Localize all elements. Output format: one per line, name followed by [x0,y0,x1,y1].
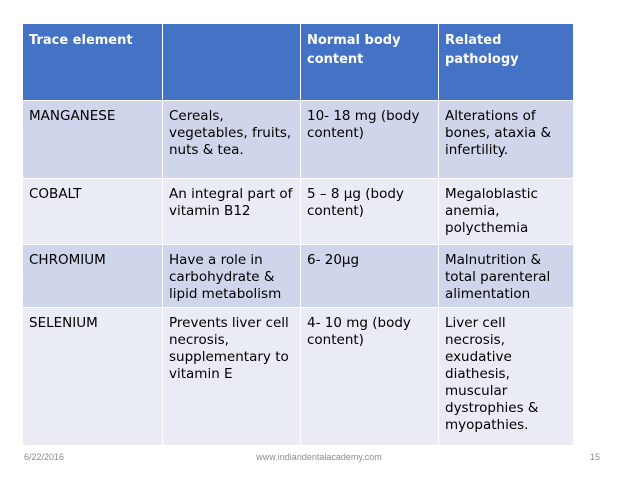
table-header-row [23,24,574,101]
cell-pathology: Liver cell necrosis, exudative diathesis, muscular dystrophies & myopathies. [439,308,574,446]
cell-element: SELENIUM [23,308,163,446]
cell-source: Cereals, vegetables, fruits, nuts & tea. [163,101,301,179]
cell-normal-content: 5 – 8 μg (body content) [301,179,439,245]
table-row [23,101,574,179]
table-row [23,308,574,446]
header-source [163,24,301,101]
cell-normal-content: 6- 20μg [301,245,439,308]
cell-element: MANGANESE [23,101,163,179]
cell-source: An integral part of vitamin B12 [163,179,301,245]
cell-normal-content: 4- 10 mg (body content) [301,308,439,446]
cell-element: COBALT [23,179,163,245]
header-normal-body-content: Normal body content [301,24,439,101]
cell-element: CHROMIUM [23,245,163,308]
cell-pathology: Alterations of bones, ataxia & infertility. [439,101,574,179]
footer-website: www.indiandentalacademy.com [256,452,382,462]
cell-source: Prevents liver cell necrosis, supplementary to vitamin E [163,308,301,446]
header-related-pathology: Related pathology [439,24,574,101]
header-trace-element: Trace element [23,24,163,101]
cell-source: Have a role in carbohydrate & lipid metabolism [163,245,301,308]
table-row [23,179,574,245]
table-row [23,245,574,308]
trace-elements-table [22,23,574,446]
footer-page-number: 15 [589,452,600,462]
cell-normal-content: 10- 18 mg (body content) [301,101,439,179]
cell-pathology: Megaloblastic anemia, polycthemia [439,179,574,245]
cell-pathology: Malnutrition & total parenteral alimentation [439,245,574,308]
footer-date: 6/22/2016 [24,452,65,462]
